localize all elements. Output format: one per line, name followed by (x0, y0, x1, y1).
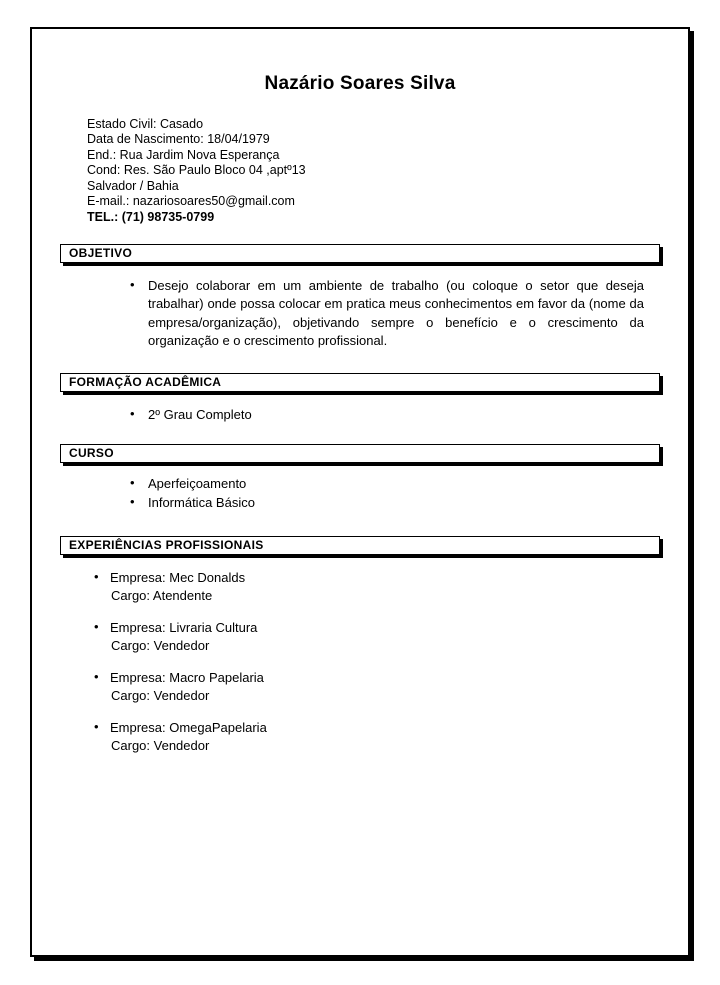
contact-line-email: E-mail.: nazariosoares50@gmail.com (87, 194, 295, 209)
section-header-curso (60, 444, 660, 463)
experience-company: Empresa: OmegaPapelaria (110, 720, 267, 736)
contact-line-address: End.: Rua Jardim Nova Esperança (87, 147, 280, 162)
list-item: • Informática Básico (130, 494, 650, 512)
formacao-list (112, 406, 650, 425)
experience-role: Cargo: Vendedor (111, 638, 210, 654)
experience-company: Empresa: Livraria Cultura (110, 620, 258, 636)
list-item: • 2º Grau Completo (130, 406, 650, 425)
experience-company: Empresa: Mec Donalds (110, 570, 246, 586)
document-page (30, 27, 690, 957)
document-body (32, 29, 688, 955)
list-item (94, 669, 650, 705)
experience-role: Cargo: Atendente (111, 588, 213, 604)
section-title-formacao: FORMAÇÃO ACADÊMICA (69, 374, 222, 389)
contact-line-city: Salvador / Bahia (87, 178, 179, 193)
experience-company: Empresa: Macro Papelaria (110, 670, 264, 686)
section-header-experiencias (60, 536, 660, 555)
experience-role: Cargo: Vendedor (111, 738, 210, 754)
section-content-objetivo (60, 263, 660, 351)
page-title: Nazário Soares Silva (264, 73, 456, 94)
section-title-experiencias: EXPERIÊNCIAS PROFISSIONAIS (69, 538, 264, 553)
list-item (94, 719, 650, 755)
curso-list (112, 475, 650, 512)
section-header-objetivo (60, 244, 660, 263)
list-item (94, 619, 650, 655)
section-content-experiencias (60, 555, 660, 755)
experiencias-list (82, 569, 650, 755)
contact-line-marital-status: Estado Civil: Casado (87, 117, 204, 131)
section-title-objetivo: OBJETIVO (69, 245, 133, 260)
objetivo-list (112, 277, 650, 351)
section-content-formacao (60, 392, 660, 425)
contact-line-birthdate: Data de Nascimento: 18/04/1979 (87, 132, 270, 147)
section-title-curso: CURSO (69, 446, 114, 461)
contact-line-phone: TEL.: (71) 98735-0799 (87, 210, 215, 225)
contact-info-block (60, 117, 660, 226)
experience-role: Cargo: Vendedor (111, 688, 210, 704)
section-content-curso (60, 463, 660, 512)
contact-line-condominium: Cond: Res. São Paulo Bloco 04 ,aptº13 (87, 163, 306, 178)
list-item: • Desejo colaborar em um ambiente de trabalho (ou coloque o setor que deseja trabalhar) onde possa colocar em pratica meus conhecimentos em favor da (nome da empresa/organização), objetivando sempre o benefício e o crescimento da organização e o crescimento profissional. (130, 277, 650, 351)
section-header-formacao (60, 373, 660, 392)
list-item: • Aperfeiçoamento (130, 475, 650, 493)
list-item (94, 569, 650, 605)
